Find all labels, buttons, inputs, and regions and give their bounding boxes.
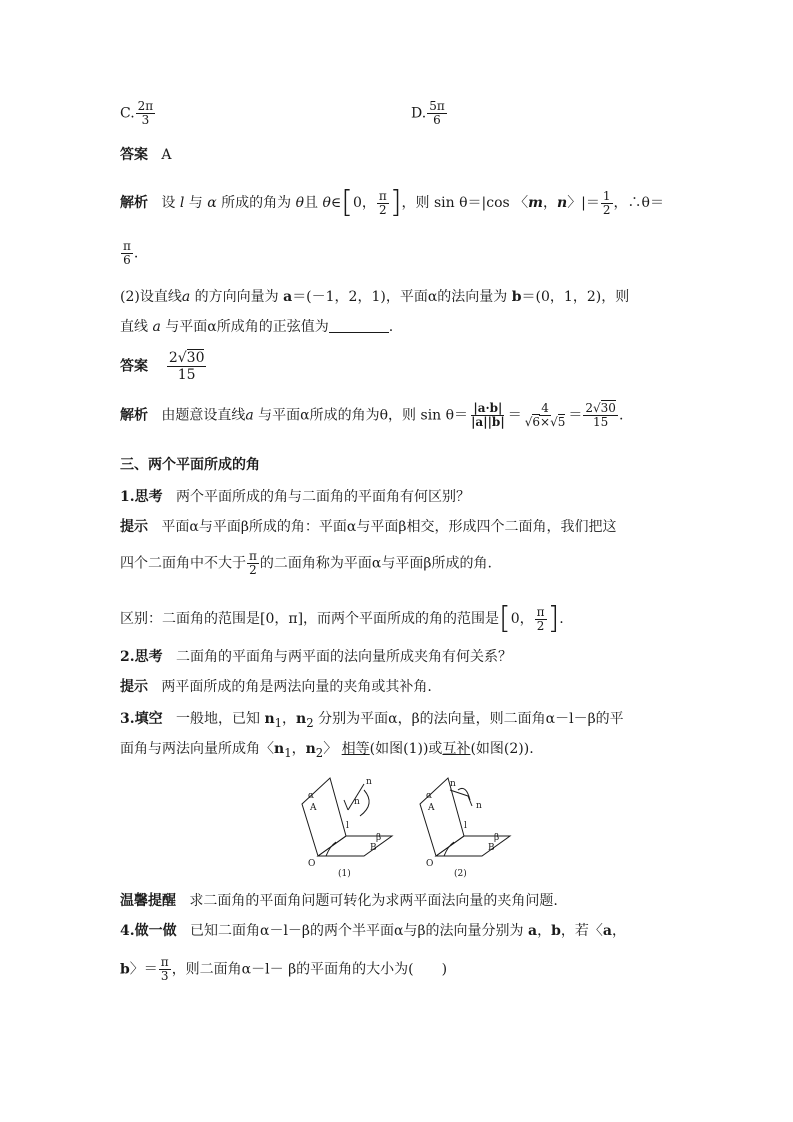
answer-label: 答案 — [120, 358, 148, 375]
text: (2)设直线 — [120, 289, 182, 305]
text: 由题意设直线 — [161, 407, 246, 424]
frac-den: 6 — [123, 253, 131, 267]
var-l: l — [179, 195, 185, 211]
symbol-in: ∈ — [330, 195, 342, 211]
option-d-label: D. — [411, 105, 427, 122]
answer-1 — [120, 146, 171, 164]
option-c-fraction — [136, 100, 156, 127]
frac-num: 5π — [429, 99, 445, 113]
hint-label: 提示 — [120, 679, 148, 695]
difference — [120, 601, 564, 636]
frac-num: π — [378, 188, 387, 203]
answer-value: A — [161, 147, 172, 163]
text: 两个平面所成的角与二面角的平面角有何区别？ — [175, 489, 470, 505]
text: 区别：二面角的范围是[0，π]，而两个平面所成的角的范围是 — [120, 611, 500, 627]
normal-n2-2 — [468, 796, 472, 806]
fill-in-line2 — [120, 740, 534, 762]
fig-n1-2: n — [450, 779, 456, 789]
vec-n1: n — [274, 741, 285, 757]
vec-a: a — [602, 923, 612, 939]
fraction-ab — [469, 402, 507, 429]
vec-a: a — [283, 289, 293, 305]
text: 的方向向量为 — [194, 289, 279, 305]
text: 设 — [161, 195, 176, 211]
frac-den: |a||b| — [471, 415, 505, 429]
frac-num: 2√30 — [168, 350, 205, 366]
text: 0， — [353, 195, 376, 211]
fig-beta-2: β — [494, 833, 500, 843]
frac-den: 2 — [536, 618, 545, 633]
pi-over-2 — [247, 550, 259, 577]
coef: 2 — [585, 401, 593, 415]
text: 与平面α所成的角为θ，则 sin θ＝ — [258, 407, 469, 424]
text: ， — [291, 741, 306, 757]
try-it-line2 — [120, 956, 447, 983]
text: 四个二面角中不大于 — [120, 555, 246, 572]
frac-num: 2π — [137, 99, 154, 113]
subscript: 2 — [306, 715, 314, 730]
frac-den: 15 — [593, 415, 609, 429]
text: 平面α与平面β所成的角：平面α与平面β相交，形成四个二面角，我们把这 — [161, 519, 617, 535]
option-c — [120, 100, 156, 127]
answer-2-fraction — [167, 350, 207, 383]
normal-n2-1 — [344, 800, 348, 810]
solution-label: 解析 — [120, 407, 148, 424]
answer-blank[interactable] — [329, 318, 389, 333]
text: ，若〈 — [560, 923, 603, 939]
vec-n2: n — [305, 741, 316, 757]
frac-den: 15 — [177, 367, 196, 383]
hint-label: 提示 — [120, 519, 148, 535]
var-theta: θ — [322, 195, 331, 211]
tip — [120, 892, 558, 910]
text: 〉|＝ — [567, 195, 600, 211]
try-it — [120, 922, 626, 940]
frac-num: 1 — [602, 188, 611, 203]
frac-num: π — [123, 239, 131, 253]
solution-1 — [120, 185, 664, 220]
fig-n2-1: n — [354, 797, 360, 807]
fig-l-2: l — [464, 821, 467, 831]
think-label: 2.思考 — [120, 649, 163, 665]
radicand: 6 — [532, 415, 540, 429]
fig-label-1: (1) — [338, 869, 351, 879]
option-c-label: C. — [120, 105, 135, 122]
text: 与 — [188, 195, 203, 211]
text: ，则二面角α－l－ β的平面角的大小为( — [171, 961, 414, 978]
right-bracket: ] — [547, 601, 560, 636]
fig-O-2: O — [426, 859, 434, 869]
answer-label: 答案 — [120, 147, 148, 163]
solution-label: 解析 — [120, 195, 148, 211]
text: . — [388, 319, 394, 335]
var-alpha: α — [207, 195, 217, 211]
pi-over-2 — [535, 606, 547, 633]
text: ， — [543, 195, 557, 211]
right-bracket: ] — [389, 185, 402, 220]
answer-supplement: 互补 — [442, 741, 471, 757]
subscript: 1 — [274, 715, 283, 730]
hint-2 — [120, 678, 432, 696]
think-2 — [120, 648, 512, 666]
coef: 2 — [168, 350, 178, 366]
frac-den: 6 — [433, 113, 441, 127]
frac-num: π — [249, 549, 257, 563]
text: (如图(1))或 — [369, 741, 443, 757]
text: ＝(0，1，2)，则 — [521, 289, 630, 305]
subscript: 1 — [284, 745, 292, 760]
text: 所成的角为 — [221, 195, 292, 211]
section-3-title: 三、两个平面所成的角 — [120, 457, 260, 473]
plane-alpha-1 — [302, 778, 346, 856]
text: 一般地，已知 — [175, 711, 260, 727]
text: (如图(2)). — [470, 741, 534, 757]
try-label: 4.做一做 — [120, 923, 177, 939]
fill-label: 3.填空 — [120, 711, 163, 727]
one-half — [601, 190, 613, 217]
text: ，则 sin θ＝|cos 〈 — [401, 195, 529, 211]
think-label: 1.思考 — [120, 489, 163, 505]
var-a: a — [181, 289, 191, 305]
text: 面角与两法向量所成角〈 — [120, 741, 274, 757]
frac-den: √6×√5 — [524, 415, 566, 429]
vec-b: b — [511, 289, 522, 305]
pi-over-3 — [159, 956, 171, 983]
text: ， — [282, 711, 297, 727]
var-a: a — [152, 319, 161, 335]
question-2-line1 — [120, 288, 629, 306]
fraction-4 — [523, 402, 568, 429]
text: 且 — [304, 195, 319, 211]
fig-A-1: A — [310, 803, 317, 813]
times: × — [540, 415, 551, 429]
frac-num: 2√30 — [585, 401, 616, 415]
text: ＝ — [507, 407, 522, 424]
pi-over-6 — [121, 240, 133, 267]
text: ＝(－1，2，1)，平面α的法向量为 — [292, 289, 508, 305]
vec-b: b — [551, 923, 561, 939]
plane-alpha-2 — [420, 778, 464, 856]
frac-num: π — [160, 955, 169, 969]
frac-num: 4 — [541, 401, 549, 415]
solution-1-result — [120, 240, 138, 267]
left-bracket: [ — [341, 185, 353, 220]
fig-l-1: l — [346, 821, 349, 831]
frac-den: 2 — [379, 202, 387, 217]
hint-1 — [120, 518, 616, 536]
frac-num: π — [536, 604, 545, 619]
text: ) — [413, 961, 448, 978]
fig-beta-1: β — [376, 833, 382, 843]
var-theta: θ — [295, 195, 305, 211]
radicand: 30 — [186, 350, 205, 366]
text: ， — [537, 923, 552, 939]
text: 〉 — [323, 741, 338, 757]
text: 求二面角的平面角问题可转化为求两平面法向量的夹角问题. — [189, 893, 558, 909]
fill-in — [120, 710, 624, 732]
fig-n2-2: n — [476, 801, 482, 811]
question-2-line2 — [120, 318, 393, 336]
text: ＝ — [568, 407, 583, 424]
vec-n1: n — [264, 711, 275, 727]
text: . — [133, 245, 139, 262]
frac-num: |a·b| — [473, 401, 503, 415]
answer-equal: 相等 — [341, 741, 370, 757]
radicand: 5 — [557, 415, 566, 429]
frac-den: 3 — [141, 113, 150, 127]
frac-den: 2 — [602, 202, 611, 217]
pi-over-2 — [377, 190, 389, 217]
vec-m: m — [528, 195, 543, 211]
fraction-result — [583, 402, 618, 429]
fig-n1-1: n — [366, 777, 372, 787]
text: 已知二面角α－l－β的两个半平面α与β的法向量分别为 — [189, 923, 524, 939]
text: . — [618, 407, 624, 424]
left-bracket: [ — [499, 601, 511, 636]
text: ，∴θ＝ — [613, 195, 664, 211]
answer-2 — [120, 350, 207, 383]
text: 直线 — [120, 319, 148, 335]
text: 与平面α所成角的正弦值为 — [165, 319, 329, 335]
dihedral-angle-figure — [290, 770, 530, 880]
text: 的二面角称为平面α与平面β所成的角. — [259, 555, 492, 572]
radicand: 30 — [600, 401, 616, 415]
text: 分别为平面α，β的法向量，则二面角α－l－β的平 — [318, 711, 624, 727]
vec-n2: n — [296, 711, 307, 727]
frac-den: 3 — [160, 969, 169, 983]
option-d — [411, 100, 448, 127]
vec-a: a — [528, 923, 538, 939]
solution-2 — [120, 402, 623, 429]
text: 〉＝ — [129, 961, 158, 978]
fig-B-2: B — [488, 843, 495, 853]
vec-b: b — [120, 961, 130, 978]
vec-n: n — [557, 195, 568, 211]
fig-label-2: (2) — [454, 869, 467, 879]
text: ， — [611, 923, 626, 939]
fig-O-1: O — [308, 859, 316, 869]
fig-alpha-2: α — [426, 791, 433, 801]
subscript: 2 — [315, 745, 324, 760]
tip-label: 温馨提醒 — [120, 893, 176, 909]
frac-den: 2 — [249, 563, 257, 577]
fig-A-2: A — [428, 803, 435, 813]
option-d-fraction — [427, 100, 447, 127]
text: . — [559, 611, 564, 627]
fig-alpha-1: α — [308, 791, 315, 801]
text: 二面角的平面角与两平面的法向量所成夹角有何关系？ — [175, 649, 512, 665]
var-a: a — [245, 407, 254, 424]
fig-B-1: B — [370, 843, 377, 853]
text: 两平面所成的角是两法向量的夹角或其补角. — [161, 679, 432, 695]
arc-arrow-1 — [360, 790, 369, 816]
hint-1-line2 — [120, 550, 492, 577]
text: 0， — [510, 611, 534, 627]
think-1 — [120, 488, 470, 506]
